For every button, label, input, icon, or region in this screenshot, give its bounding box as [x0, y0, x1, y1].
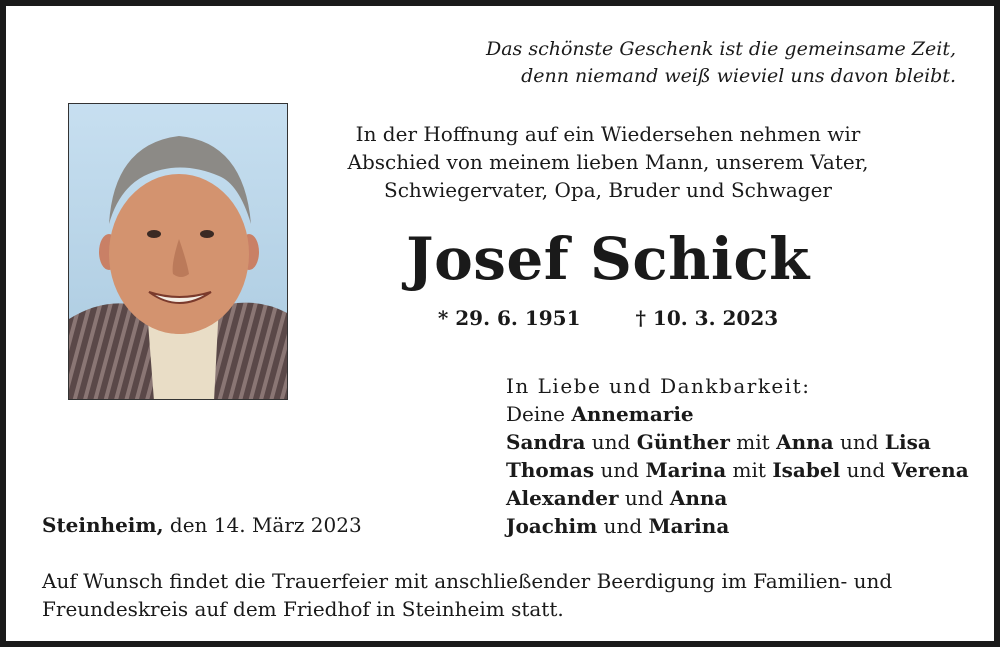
- life-dates: [308, 304, 908, 332]
- family-line: [506, 456, 969, 484]
- portrait-photo: [68, 103, 288, 400]
- family-member: Marina: [648, 514, 730, 538]
- family-conjunction: und: [839, 430, 879, 454]
- family-member: Alexander: [506, 486, 619, 510]
- family-conjunction: und: [600, 458, 640, 482]
- intro-line: In der Hoffnung auf ein Wiedersehen nehmen wir: [355, 122, 861, 146]
- family-conjunction: und: [603, 514, 643, 538]
- family-member: Verena: [891, 458, 969, 482]
- deceased-name: Josef Schick: [406, 225, 810, 293]
- family-member: Marina: [645, 458, 727, 482]
- family-heading: In Liebe und Dankbarkeit:: [506, 374, 811, 398]
- family-line: [506, 512, 969, 540]
- portrait-photo-icon: [69, 104, 288, 400]
- family-conjunction: und: [591, 430, 631, 454]
- notice-date: den 14. März 2023: [169, 513, 362, 537]
- family-line: [506, 428, 969, 456]
- family-signature: [506, 372, 969, 540]
- death-date: † 10. 3. 2023: [635, 306, 779, 330]
- funeral-notice: [42, 567, 972, 623]
- motto-line: denn niemand weiß wieviel uns davon bleibt.: [521, 65, 956, 87]
- family-member: Anna: [776, 430, 834, 454]
- intro-line: Abschied von meinem lieben Mann, unserem Vater,: [347, 150, 869, 174]
- intro-text: [308, 120, 908, 204]
- family-member: Joachim: [506, 514, 598, 538]
- place-date: [42, 511, 362, 539]
- family-member: Lisa: [884, 430, 931, 454]
- family-prefix: Deine: [506, 402, 565, 426]
- family-conjunction: mit: [736, 430, 770, 454]
- family-member: Annemarie: [571, 402, 694, 426]
- birth-date: * 29. 6. 1951: [437, 306, 581, 330]
- notice-line: Auf Wunsch findet die Trauerfeier mit anschließender Beerdigung im Familien- und: [42, 569, 893, 593]
- motto-quote: [486, 36, 956, 90]
- family-line: [506, 400, 969, 428]
- family-member: Isabel: [772, 458, 841, 482]
- family-member: Günther: [636, 430, 730, 454]
- family-conjunction: und: [846, 458, 886, 482]
- family-member: Sandra: [506, 430, 586, 454]
- family-member: Anna: [669, 486, 728, 510]
- intro-line: Schwiegervater, Opa, Bruder und Schwager: [384, 178, 832, 202]
- place-town: Steinheim,: [42, 513, 164, 537]
- notice-line: Freundeskreis auf dem Friedhof in Steinheim statt.: [42, 597, 564, 621]
- family-line: [506, 484, 969, 512]
- motto-line: Das schönste Geschenk ist die gemeinsame Zeit,: [486, 38, 956, 60]
- family-conjunction: und: [624, 486, 664, 510]
- family-member: Thomas: [506, 458, 595, 482]
- family-conjunction: mit: [732, 458, 766, 482]
